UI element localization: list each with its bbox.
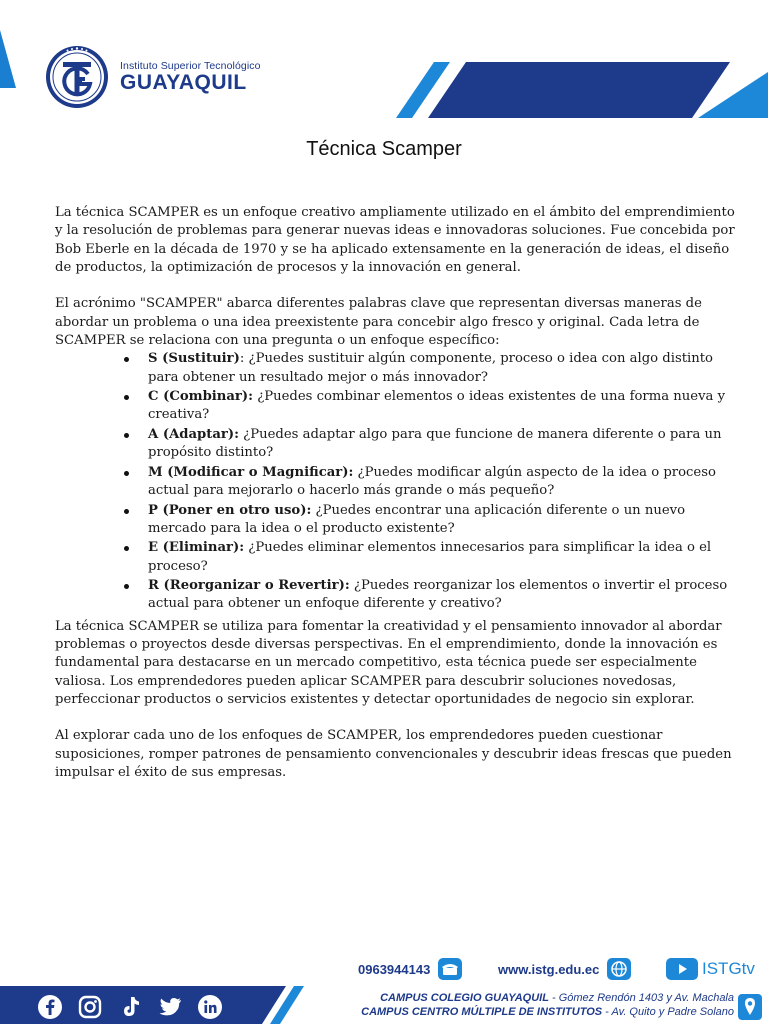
corner-decoration bbox=[0, 30, 16, 88]
campus-name: CAMPUS CENTRO MÚLTIPLE DE INSTITUTOS bbox=[361, 1006, 603, 1018]
bullet-icon bbox=[124, 471, 129, 476]
website-link[interactable]: www.istg.edu.ec bbox=[498, 961, 600, 977]
institute-logo bbox=[44, 44, 261, 110]
website-contact[interactable] bbox=[498, 958, 631, 980]
bullet-icon bbox=[124, 584, 129, 589]
campus-address: - Av. Quito y Padre Solano bbox=[602, 1006, 734, 1018]
header-stripes bbox=[388, 62, 768, 118]
list-item: P (Poner en otro uso): ¿Puedes encontrar una aplicación diferente o un nuevo mercado para la idea o el producto existente? bbox=[148, 502, 735, 539]
bullet-icon bbox=[124, 395, 129, 400]
location-pin-icon[interactable] bbox=[738, 994, 762, 1020]
list-item: M (Modificar o Magnificar): ¿Puedes modificar algún aspecto de la idea o proceso actual para mejorarlo o hacerlo más grande o más pequeño? bbox=[148, 464, 735, 501]
scamper-list bbox=[55, 350, 735, 613]
phone-contact bbox=[358, 958, 462, 980]
linkedin-icon[interactable] bbox=[196, 993, 224, 1021]
tv-channel[interactable]: ISTGtv bbox=[702, 959, 755, 978]
list-item: R (Reorganizar o Revertir): ¿Puedes reorganizar los elementos o invertir el proceso actual para obtener un enfoque diferente y creativo? bbox=[148, 577, 735, 614]
bullet-icon bbox=[124, 433, 129, 438]
instagram-icon[interactable] bbox=[76, 993, 104, 1021]
twitter-icon[interactable] bbox=[156, 993, 184, 1021]
page-title: Técnica Scamper bbox=[306, 138, 462, 160]
list-item: A (Adaptar): ¿Puedes adaptar algo para que funcione de manera diferente o para un propósito distinto? bbox=[148, 426, 735, 463]
campus-addresses bbox=[361, 991, 734, 1019]
tg-emblem-icon bbox=[44, 44, 110, 110]
institute-subtitle: Instituto Superior Tecnológico bbox=[120, 59, 261, 72]
phone-number: 0963944143 bbox=[358, 961, 431, 977]
acronym-paragraph: El acrónimo "SCAMPER" abarca diferentes palabras clave que representan diversas maneras de abordar un problema o una idea preexistente para concebir algo fresco y original. Cada letra de SCAMPER se relaciona con una pregunta o un enfoque específico: bbox=[55, 296, 702, 349]
globe-icon bbox=[607, 958, 631, 980]
social-links bbox=[36, 993, 224, 1021]
list-item: S (Sustituir): ¿Puedes sustituir algún componente, proceso o idea con algo distinto para obtener un resultado mejor o más innovador? bbox=[148, 350, 735, 387]
bullet-icon bbox=[124, 546, 129, 551]
play-icon bbox=[666, 958, 698, 980]
tiktok-icon[interactable] bbox=[116, 993, 144, 1021]
campus-name: CAMPUS COLEGIO GUAYAQUIL bbox=[380, 992, 549, 1004]
list-item: E (Eliminar): ¿Puedes eliminar elementos innecesarios para simplificar la idea o el proceso? bbox=[148, 539, 735, 576]
campus-address: - Gómez Rendón 1403 y Av. Machala bbox=[548, 992, 734, 1004]
intro-paragraph: La técnica SCAMPER es un enfoque creativo ampliamente utilizado en el ámbito del emprendimiento y la resolución de problemas para generar nuevas ideas e innovadoras soluciones. Fue concebida por Bob Eberle en la década de 1970 y se ha aplicado extensamente en la generación de ideas, el diseño de productos, la optimización de procesos y la innovación en general. bbox=[55, 205, 735, 275]
bullet-icon bbox=[124, 509, 129, 514]
conclusion-paragraph: Al explorar cada uno de los enfoques de SCAMPER, los emprendedores pueden cuestionar suposiciones, romper patrones de pensamiento convencionales y descubrir ideas frescas que pueden impulsar el éxito de sus empresas. bbox=[55, 728, 732, 781]
facebook-icon[interactable] bbox=[36, 993, 64, 1021]
phone-icon bbox=[438, 958, 462, 980]
list-item: C (Combinar): ¿Puedes combinar elementos o ideas existentes de una forma nueva y creativa? bbox=[148, 388, 735, 425]
document-body bbox=[55, 204, 735, 801]
usage-paragraph: La técnica SCAMPER se utiliza para fomentar la creatividad y el pensamiento innovador al abordar problemas o proyectos desde diversas perspectivas. En el emprendimiento, donde la innovación es fundamental para destacarse en un mercado competitivo, esta técnica puede ser especialmente valiosa. Los emprendedores pueden aplicar SCAMPER para descubrir soluciones novedosas, perfeccionar productos o servicios existentes y detectar oportunidades de negocio sin explorar. bbox=[55, 618, 722, 707]
institute-name: GUAYAQUIL bbox=[120, 70, 247, 94]
tv-contact[interactable] bbox=[666, 958, 755, 980]
bullet-icon bbox=[124, 357, 129, 362]
